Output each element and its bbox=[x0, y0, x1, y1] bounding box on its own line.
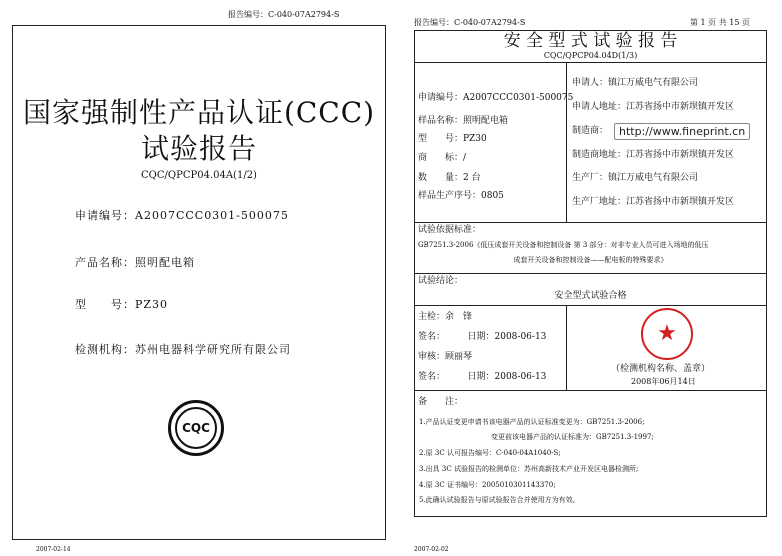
info-row bbox=[415, 63, 766, 223]
field-application-no: 申请编号：A2007CCC0301-500075 bbox=[75, 209, 289, 222]
inspector-signature: 签名： 日期：2008-06-13 bbox=[418, 332, 547, 342]
right-page-date: 2007-02-02 bbox=[414, 546, 449, 553]
chief-inspector: 主检：余 锋 bbox=[418, 312, 473, 322]
field-model: 型 号：PZ30 bbox=[75, 298, 169, 311]
official-stamp: ★ bbox=[641, 308, 693, 360]
stamp-date: 2008年06月14日 bbox=[631, 377, 696, 386]
column-divider bbox=[566, 306, 567, 390]
standard-text-cont: 成套开关设备和控制设备——配电板的特殊要求》 bbox=[513, 256, 668, 264]
conclusion: 安全型式试验合格 bbox=[554, 291, 627, 301]
factory: 生产厂：镇江万威电气有限公司 bbox=[572, 173, 699, 183]
remark-item: 1.产品认证变更申请书该电器产品的认证标准变更为：GB7251.3-2006; bbox=[419, 418, 645, 426]
remark-item: 变更前该电器产品的认证标准为：GB7251.3-1997; bbox=[491, 433, 654, 441]
field-product-name: 产品名称：照明配电箱 bbox=[75, 256, 195, 269]
form-code: CQC/QPCP04.04D(1/3) bbox=[543, 51, 638, 60]
cqc-logo bbox=[168, 400, 224, 456]
standard-row bbox=[415, 223, 766, 274]
cqc-logo-text: CQC bbox=[175, 407, 217, 449]
standard-label: 试验依据标准： bbox=[418, 225, 482, 235]
remark-item: 2.原 3C 认可报告编号：C-040-04A1040-S; bbox=[419, 449, 561, 457]
report-title: 安 全 型 式 试 验 报 告 bbox=[503, 31, 678, 51]
report-number: 报告编号：C-040-07A2794-S bbox=[414, 18, 526, 27]
reviewer-signature: 签名： 日期：2008-06-13 bbox=[418, 372, 547, 382]
remark-item: 3.出具 3C 试验报告的检测单位：苏州高新技术产业开发区电器检测所; bbox=[419, 465, 639, 473]
column-divider bbox=[566, 63, 567, 222]
remark-item: 5.此确认试验报告与原试验报告合并使用方为有效。 bbox=[419, 496, 580, 504]
factory-address: 生产厂地址：江苏省扬中市新坝镇开发区 bbox=[572, 197, 735, 207]
report-number: 报告编号：C-040-07A2794-S bbox=[228, 10, 340, 19]
watermark-link[interactable]: http://www.fineprint.cn bbox=[614, 123, 750, 140]
model: 型 号：PZ30 bbox=[418, 134, 487, 144]
manufacturer-address: 制造商地址：江苏省扬中市新坝镇开发区 bbox=[572, 150, 735, 160]
title-row bbox=[415, 31, 766, 63]
left-page-date: 2007-02-14 bbox=[36, 546, 71, 553]
page-title: 国家强制性产品认证(CCC) bbox=[22, 96, 376, 129]
conclusion-label: 试验结论： bbox=[418, 276, 464, 286]
page-info: 第 1 页 共 15 页 bbox=[690, 18, 750, 27]
reviewer: 审核：顾丽琴 bbox=[418, 352, 473, 362]
trademark: 商 标：/ bbox=[418, 153, 467, 163]
manufacturer: 制造商： bbox=[572, 126, 609, 136]
standard-text: GB7251.3-2006《低压成套开关设备和控制设备 第 3 部分：对非专业人员可进入场地的低压 bbox=[418, 241, 709, 249]
stamp-caption: （检测机构名称、盖章） bbox=[611, 364, 711, 374]
application-no: 申请编号：A2007CCC0301-500075 bbox=[418, 93, 574, 103]
signature-row bbox=[415, 306, 766, 391]
remarks-label: 备 注： bbox=[418, 397, 464, 407]
applicant: 申请人：镇江万威电气有限公司 bbox=[572, 78, 699, 88]
remark-item: 4.原 3C 证书编号：2005010301143370; bbox=[419, 481, 556, 489]
applicant-address: 申请人地址：江苏省扬中市新坝镇开发区 bbox=[572, 102, 735, 112]
right-page-table bbox=[414, 30, 767, 517]
quantity: 数 量：2 台 bbox=[418, 173, 481, 183]
conclusion-row bbox=[415, 274, 766, 306]
field-testing-agency: 检测机构：苏州电器科学研究所有限公司 bbox=[75, 343, 291, 356]
page-subtitle: 试验报告 bbox=[140, 132, 257, 165]
sample-name: 样品名称：照明配电箱 bbox=[418, 116, 509, 126]
form-code: CQC/QPCP04.04A(1/2) bbox=[141, 170, 257, 181]
serial-no: 样品生产序号：0805 bbox=[418, 191, 504, 201]
